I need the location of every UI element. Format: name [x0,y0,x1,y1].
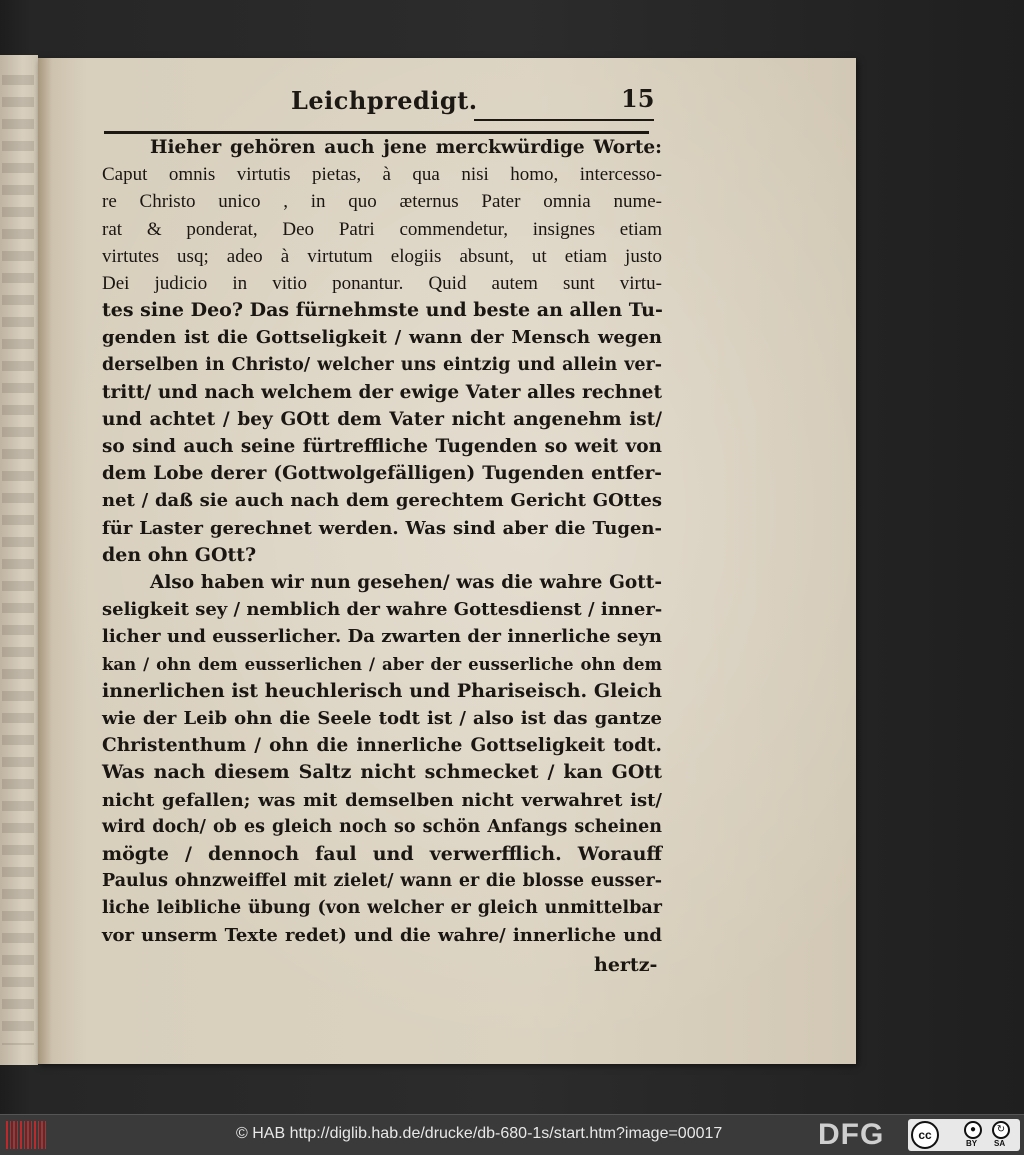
previous-page-edge [0,55,38,1065]
text-line: mögte / dennoch faul und verwerfflich. Worauff [102,842,662,865]
sa-icon: ↻ [992,1121,1010,1139]
text-line: wie der Leib ohn die Seele todt ist / also ist das gantze [102,707,662,729]
text-line: Also haben wir nun gesehen/ was die wahre Gott- [150,572,662,593]
catchword: hertz- [594,954,658,976]
dfg-logo[interactable]: DFG [818,1118,885,1151]
barcode-icon [6,1121,48,1149]
text-line: net / daß sie auch nach dem gerechtem Gericht GOttes [102,490,662,512]
text-line: dem Lobe derer (Gottwolgefälligen) Tugenden entfer- [102,463,662,485]
text-line: liche leibliche übung (von welcher er gleich unmittelbar [102,898,662,919]
text-line: den ohn GOtt? [102,543,257,566]
text-line: tritt/ und nach welchem der ewige Vater alles rechnet [102,381,662,403]
creative-commons-icon: cc [911,1121,939,1149]
text-line: Christenthum / ohn die innerliche Gottseligkeit todt. [102,735,662,757]
by-icon: ● [964,1121,982,1139]
text-line: licher und eusserlicher. Da zwarten der innerliche seyn [102,626,662,648]
text-line: vor unserm Texte redet) und die wahre/ innerliche und [102,925,662,947]
by-label: BY [966,1139,978,1148]
text-line: für Laster gerechnet werden. Was sind aber die Tugen- [102,517,662,539]
text-line: wird doch/ ob es gleich noch so schön Anfangs scheinen [102,816,662,837]
body-text [102,134,662,950]
text-line: Dei judicio in vitio ponantur. Quid autem sunt virtu- [102,272,662,294]
text-line: genden ist die Gottseligkeit / wann der Mensch wegen [102,327,662,349]
text-line: virtutes usq; adeo à virtutum elogiis absunt, ut etiam justo [102,245,662,267]
scanned-page [38,58,856,1064]
text-line: nicht gefallen; was mit demselben nicht verwahret ist/ [102,789,662,811]
page-number: 15 [621,84,655,113]
text-line: tes sine Deo? Das fürnehmste und beste an allen Tu- [102,299,663,322]
page-spine-shadow [38,58,52,1064]
text-line: re Christo unico , in quo æternus Pater omnia nume- [102,191,662,213]
sa-label: SA [994,1139,1006,1148]
text-line: so sind auch seine fürtreffliche Tugenden so weit von [102,436,662,458]
text-line: Hieher gehören auch jene merckwürdige Worte: [150,137,662,158]
text-line: kan / ohn dem eusserlichen / aber der eusserliche ohn dem [102,654,662,674]
header-rule-upper [474,119,654,121]
copyright-link[interactable]: © HAB http://diglib.hab.de/drucke/db-680-1s/start.htm?image=00017 [236,1125,723,1142]
cc-license-badge[interactable] [908,1119,1020,1151]
text-line: Was nach diesem Saltz nicht schmecket / kan GOtt [102,761,662,784]
text-line: rat & ponderat, Deo Patri commendetur, insignes etiam [102,218,662,240]
running-header: Leichpredigt. [291,86,478,115]
footer-bar [0,1114,1024,1155]
text-line: innerlichen ist heuchlerisch und Phariseisch. Gleich [102,679,662,702]
text-line: derselben in Christo/ welcher uns eintzig und allein ver- [102,354,662,375]
text-line: seligkeit sey / nemblich der wahre Gottesdienst / inner- [102,599,663,621]
text-line: Caput omnis virtutis pietas, à qua nisi homo, intercesso- [102,164,662,186]
text-line: und achtet / bey GOtt dem Vater nicht angenehm ist/ [102,408,662,430]
text-line: Paulus ohnzweiffel mit zielet/ wann er die blosse eusser- [102,871,662,892]
